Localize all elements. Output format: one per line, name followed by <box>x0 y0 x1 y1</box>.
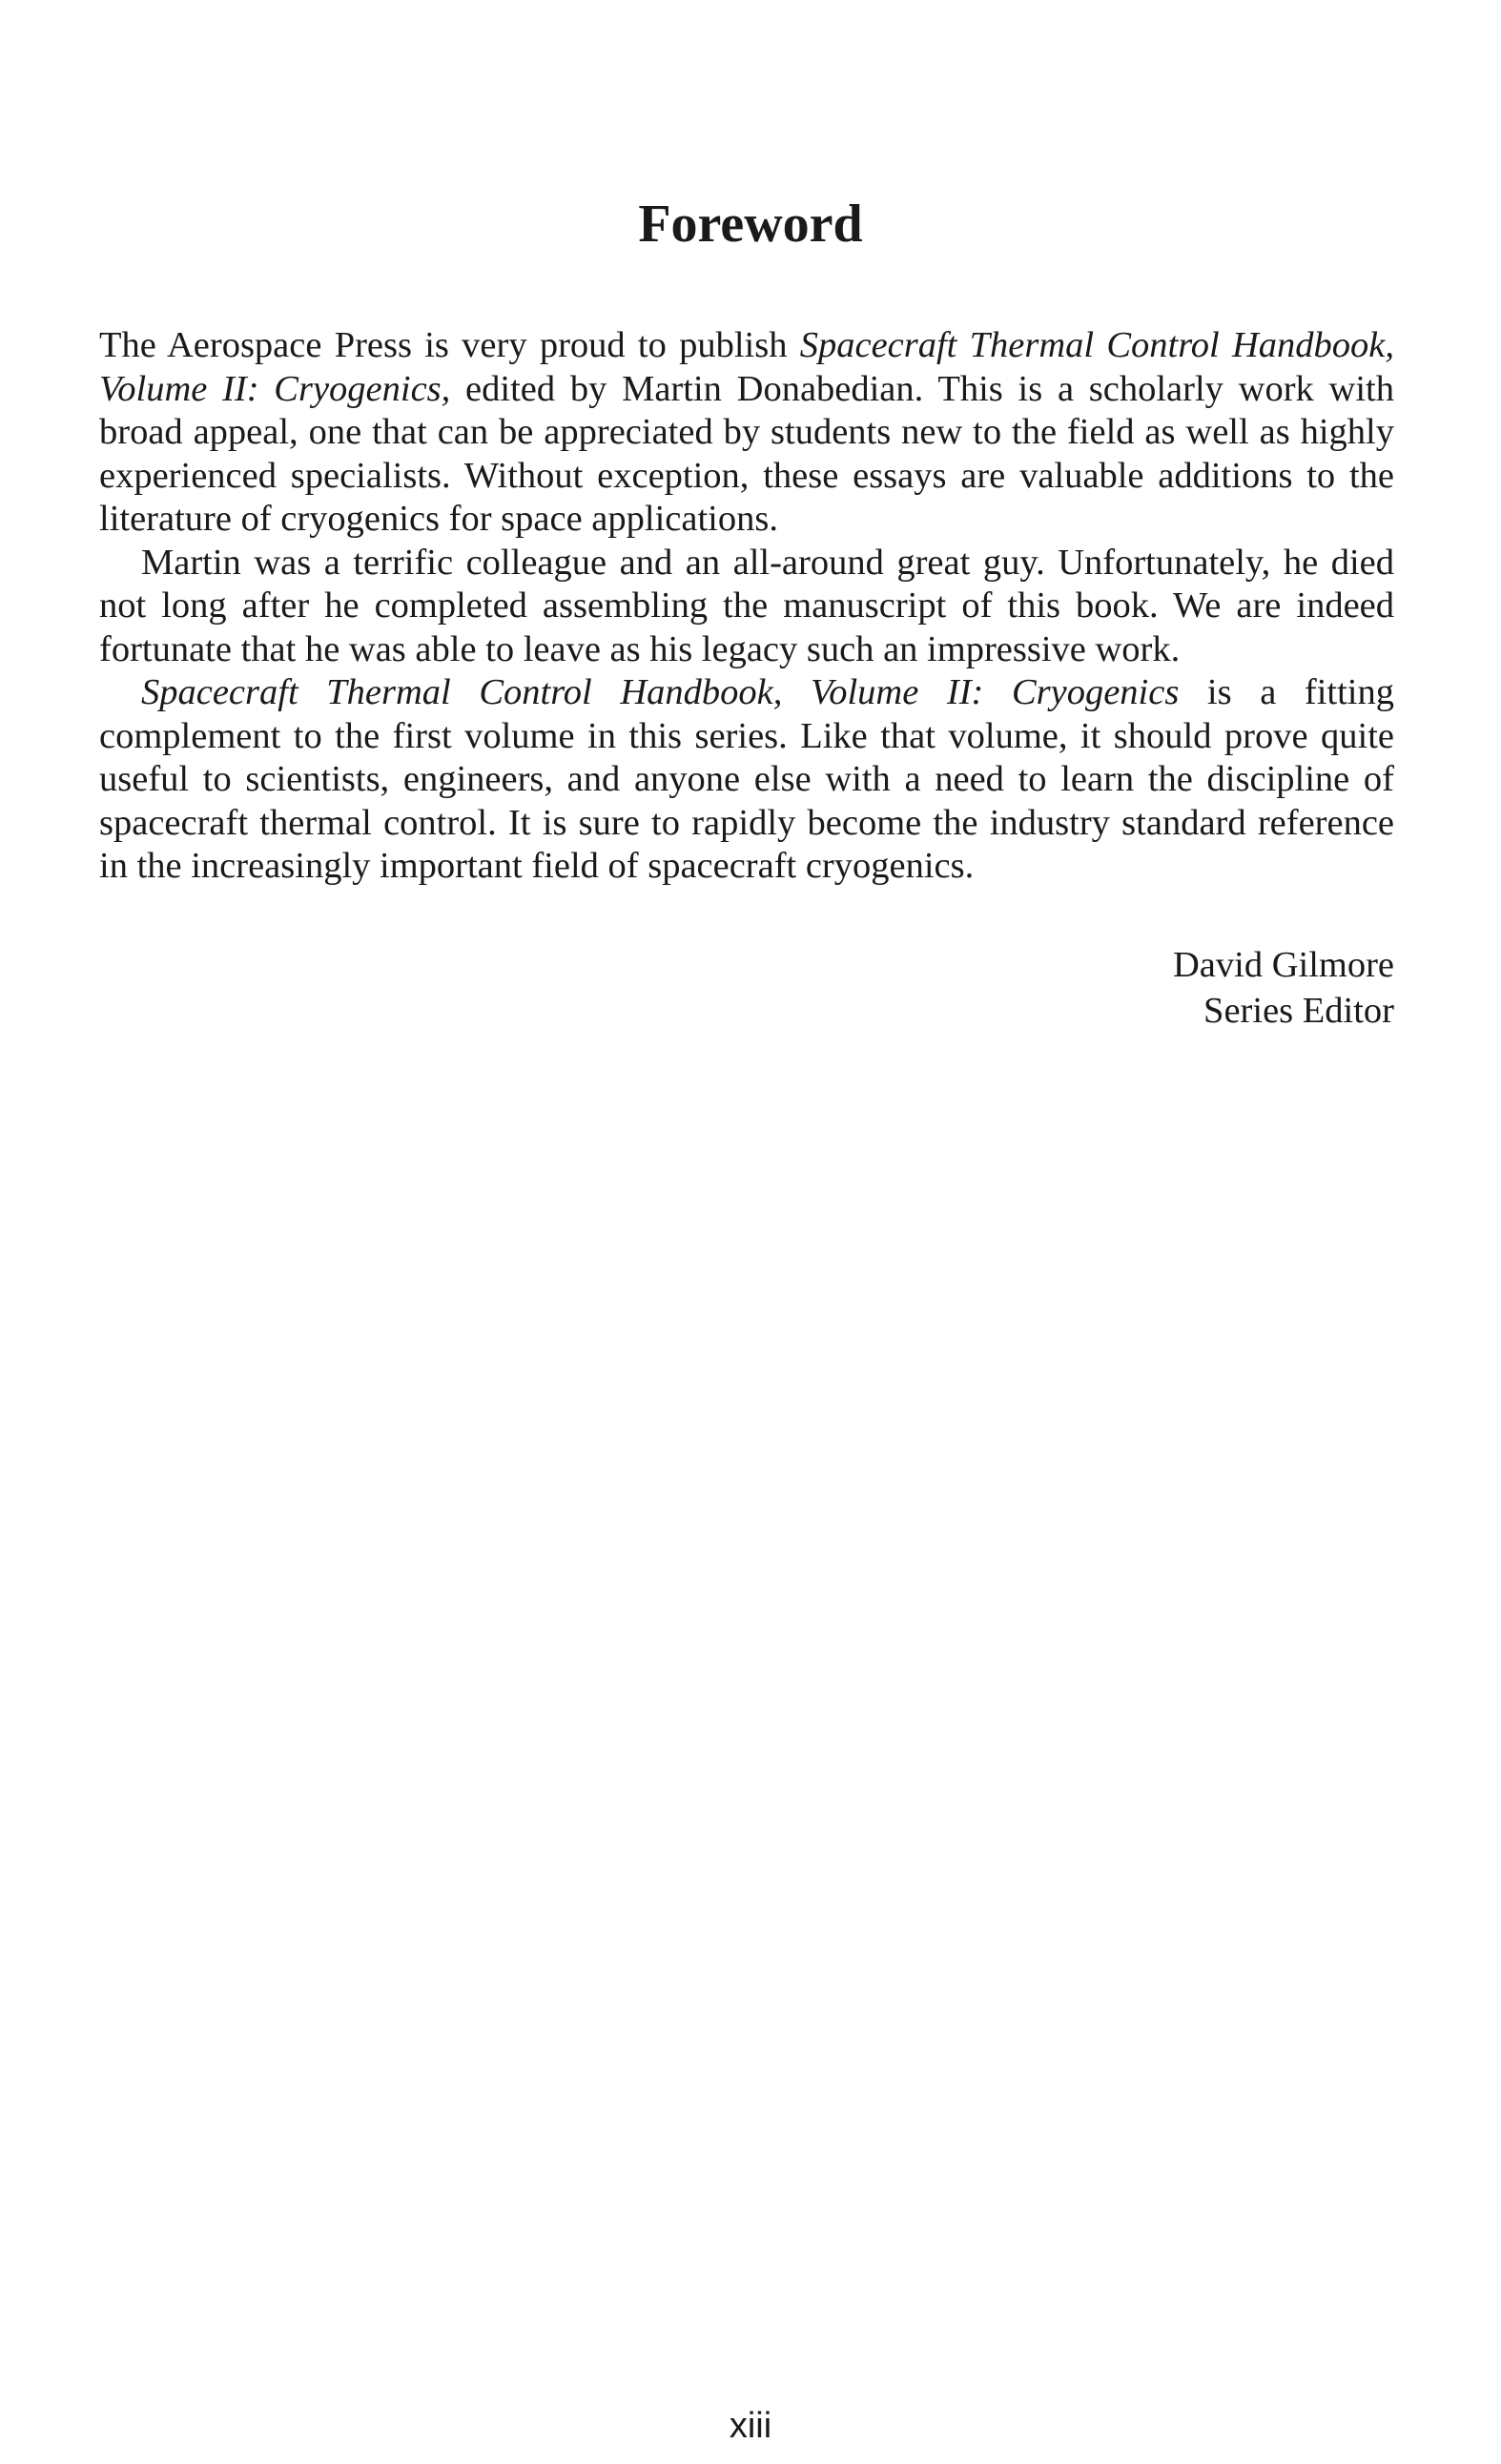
paragraph-3-rest: is a fitting complement to the first volume in this series. Like that volume, it should prove quite useful to scientists, engineers, and anyone else with a need to learn the discipline of spacecraft thermal control. It is sure to rapidly become the industry standard reference in the increasingly important field of spacecraft cryogenics. <box>99 672 1395 886</box>
page-title: Foreword <box>638 195 863 254</box>
paragraph-1-rest: edited by Martin Donabedian. This is a scholarly work with broad appeal, one that can be appreciated by students new to the field as well as highly experienced specialists. Without exception, these essays are valuable additions to the literature of cryogenics for space applications. <box>99 368 1394 539</box>
book-title-italic: Spacecraft Thermal Control Handbook, Volume II: Cryogenics, <box>99 325 1395 409</box>
paragraph-3 <box>99 671 1394 889</box>
paragraph-1-intro: The Aerospace Press is very proud to publish <box>99 325 800 365</box>
signature-block <box>1173 942 1394 1034</box>
page-number: xiii <box>729 2406 772 2446</box>
signature-role: Series Editor <box>1203 991 1394 1031</box>
paragraph-2: Martin was a terrific colleague and an all-around great guy. Unfortunately, he died not long after he completed assembling the manuscript of this book. We are indeed fortunate that he was able to leave as his legacy such an impressive work. <box>99 542 1394 669</box>
signature-name: David Gilmore <box>1172 945 1394 985</box>
book-title-italic: Spacecraft Thermal Control Handbook, Volume II: Cryogenics <box>141 672 1180 712</box>
foreword-body <box>99 324 1394 889</box>
paragraph-1 <box>99 324 1394 542</box>
